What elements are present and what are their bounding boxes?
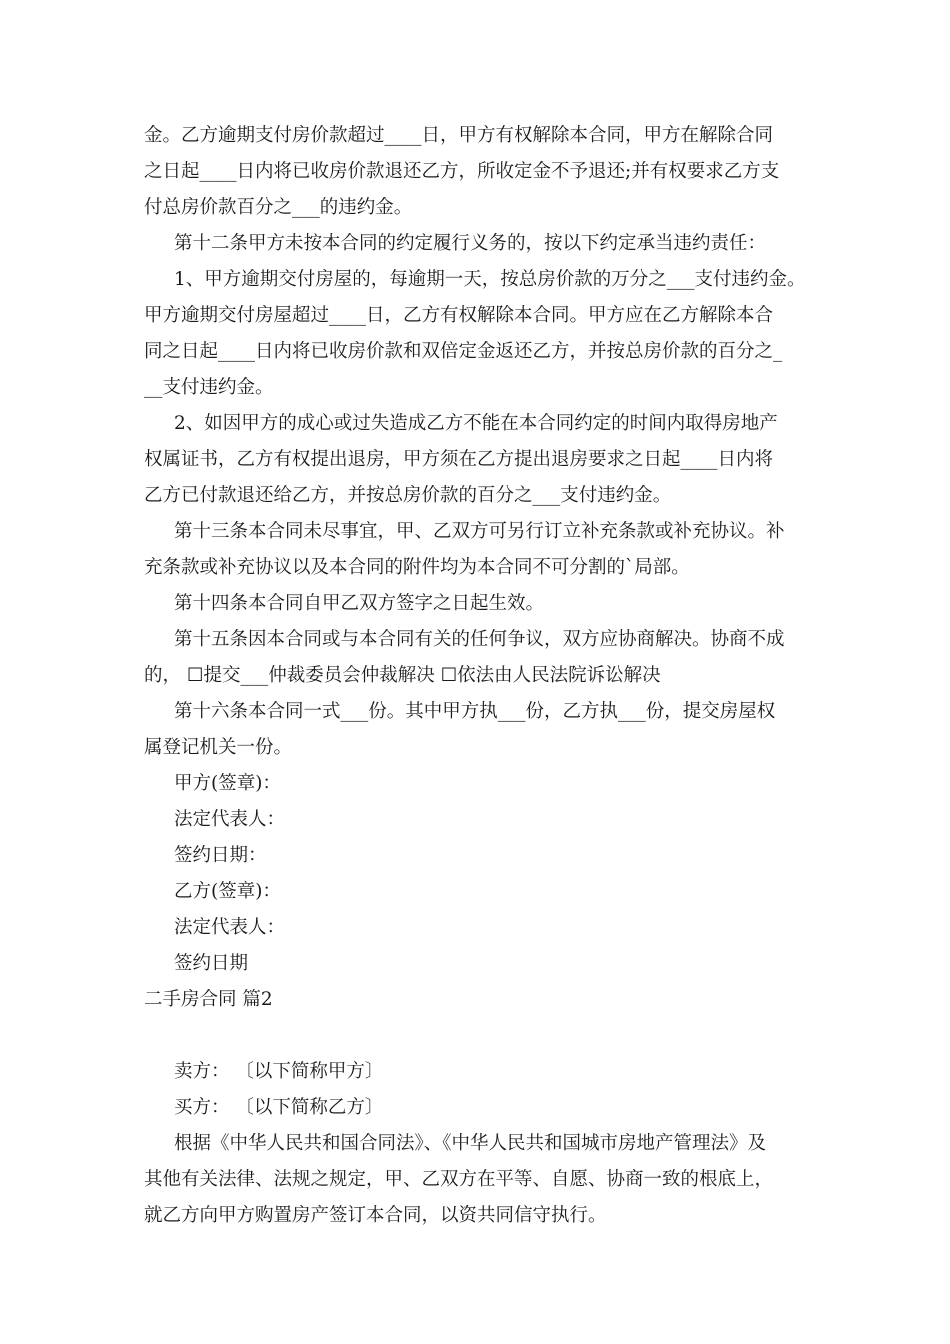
text-line: __支付违约金。 bbox=[144, 377, 274, 398]
seller-line: 卖方： 〔以下简称甲方〕 bbox=[174, 1061, 384, 1082]
text-line: 1、甲方逾期交付房屋的，每逾期一天，按总房价款的万分之___支付违约金。 bbox=[174, 269, 806, 290]
clause-16: 第十六条本合同一式___份。其中甲方执___份，乙方执___份，提交房屋权 bbox=[174, 701, 776, 722]
text-line: 属登记机关一份。 bbox=[144, 737, 293, 758]
text-line: 2、如因甲方的成心或过失造成乙方不能在本合同约定的时间内取得房地产 bbox=[174, 413, 778, 434]
legal-representative: 法定代表人： bbox=[174, 809, 286, 830]
text-line: 根据《中华人民共和国合同法》、《中华人民共和国城市房地产管理法》及 bbox=[174, 1133, 767, 1154]
clause-15: 第十五条因本合同或与本合同有关的任何争议，双方应协商解决。协商不成 bbox=[174, 629, 785, 650]
text-line: 其他有关法律、法规之规定，甲、乙双方在平等、自愿、协商一致的根底上， bbox=[144, 1169, 774, 1190]
text-line: 乙方已付款退还给乙方，并按总房价款的百分之___支付违约金。 bbox=[144, 485, 672, 506]
section-heading: 二手房合同 篇2 bbox=[144, 989, 273, 1010]
text-line: 的， ☐提交___仲裁委员会仲裁解决 ☐依法由人民法院诉讼解决 bbox=[144, 665, 661, 686]
text-line: 金。乙方逾期支付房价款超过____日，甲方有权解除本合同，甲方在解除合同 bbox=[144, 125, 774, 146]
clause-12: 第十二条甲方未按本合同的约定履行义务的，按以下约定承当违约责任： bbox=[174, 233, 767, 254]
text-line: 权属证书，乙方有权提出退房，甲方须在乙方提出退房要求之日起____日内将 bbox=[144, 449, 774, 470]
legal-representative: 法定代表人： bbox=[174, 917, 286, 938]
signing-date: 签约日期： bbox=[174, 845, 267, 866]
text-line: 付总房价款百分之___的违约金。 bbox=[144, 197, 413, 218]
party-b-seal: 乙方(签章)： bbox=[174, 881, 281, 902]
clause-13: 第十三条本合同未尽事宜，甲、乙双方可另行订立补充条款或补充协议。补 bbox=[174, 521, 785, 542]
text-line: 就乙方向甲方购置房产签订本合同，以资共同信守执行。 bbox=[144, 1205, 607, 1226]
text-line: 同之日起____日内将已收房价款和双倍定金返还乙方，并按总房价款的百分之_ bbox=[144, 341, 783, 362]
clause-14: 第十四条本合同自甲乙双方签字之日起生效。 bbox=[174, 593, 545, 614]
buyer-line: 买方： 〔以下简称乙方〕 bbox=[174, 1097, 384, 1118]
text-line: 之日起____日内将已收房价款退还乙方，所收定金不予退还;并有权要求乙方支 bbox=[144, 161, 780, 182]
signing-date: 签约日期 bbox=[174, 953, 249, 974]
party-a-seal: 甲方(签章)： bbox=[174, 773, 281, 794]
text-line: 充条款或补充协议以及本合同的附件均为本合同不可分割的`局部。 bbox=[144, 557, 690, 578]
text-line: 甲方逾期交付房屋超过____日，乙方有权解除本合同。甲方应在乙方解除本合 bbox=[144, 305, 774, 326]
